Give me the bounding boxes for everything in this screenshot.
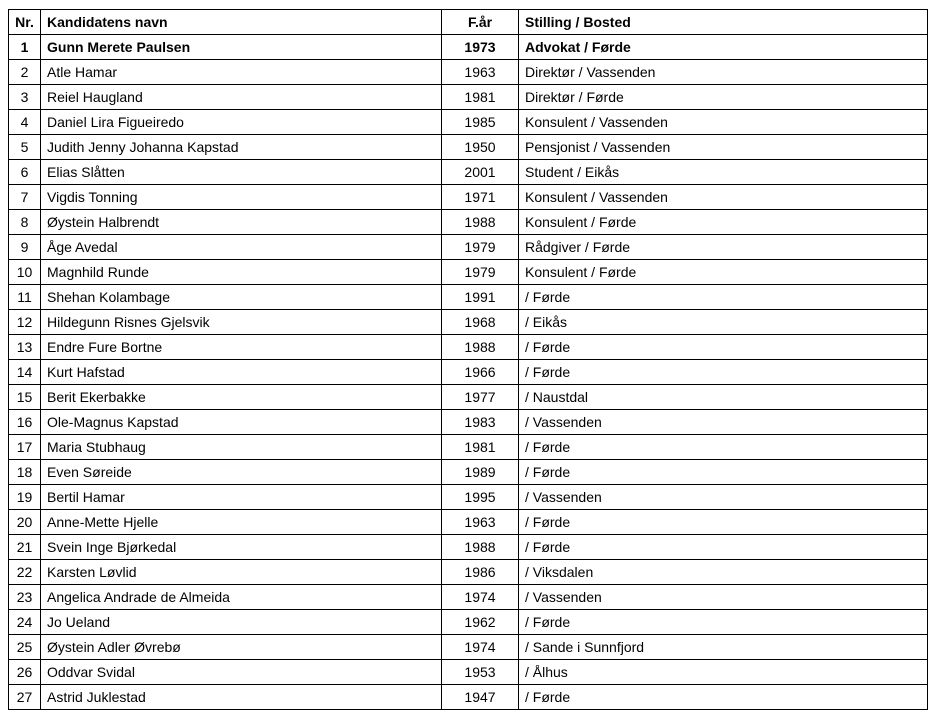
cell-occupation-residence: / Førde	[519, 360, 928, 385]
cell-candidate-name: Gunn Merete Paulsen	[41, 35, 442, 60]
cell-birth-year: 1986	[442, 560, 519, 585]
cell-nr: 3	[9, 85, 41, 110]
table-row	[9, 285, 928, 310]
cell-candidate-name: Jo Ueland	[41, 610, 442, 635]
cell-candidate-name: Øystein Halbrendt	[41, 210, 442, 235]
table-body	[9, 35, 928, 710]
table-row	[9, 585, 928, 610]
cell-occupation-residence: Pensjonist / Vassenden	[519, 135, 928, 160]
table-row	[9, 60, 928, 85]
cell-candidate-name: Ole-Magnus Kapstad	[41, 410, 442, 435]
cell-candidate-name: Karsten Løvlid	[41, 560, 442, 585]
cell-occupation-residence: Konsulent / Førde	[519, 260, 928, 285]
cell-candidate-name: Judith Jenny Johanna Kapstad	[41, 135, 442, 160]
cell-nr: 9	[9, 235, 41, 260]
cell-birth-year: 1950	[442, 135, 519, 160]
cell-candidate-name: Atle Hamar	[41, 60, 442, 85]
table-row	[9, 485, 928, 510]
cell-occupation-residence: / Vassenden	[519, 585, 928, 610]
cell-nr: 6	[9, 160, 41, 185]
cell-nr: 7	[9, 185, 41, 210]
cell-candidate-name: Svein Inge Bjørkedal	[41, 535, 442, 560]
cell-candidate-name: Daniel Lira Figueiredo	[41, 110, 442, 135]
cell-birth-year: 1966	[442, 360, 519, 385]
cell-nr: 14	[9, 360, 41, 385]
cell-candidate-name: Maria Stubhaug	[41, 435, 442, 460]
cell-occupation-residence: / Sande i Sunnfjord	[519, 635, 928, 660]
table-row	[9, 510, 928, 535]
cell-nr: 19	[9, 485, 41, 510]
cell-candidate-name: Kurt Hafstad	[41, 360, 442, 385]
cell-occupation-residence: / Førde	[519, 460, 928, 485]
cell-birth-year: 1977	[442, 385, 519, 410]
cell-birth-year: 1981	[442, 435, 519, 460]
cell-candidate-name: Anne-Mette Hjelle	[41, 510, 442, 535]
table-row	[9, 610, 928, 635]
table-row	[9, 360, 928, 385]
cell-occupation-residence: / Førde	[519, 435, 928, 460]
table-row	[9, 385, 928, 410]
cell-nr: 23	[9, 585, 41, 610]
table-row	[9, 310, 928, 335]
table-row	[9, 635, 928, 660]
cell-candidate-name: Vigdis Tonning	[41, 185, 442, 210]
cell-candidate-name: Shehan Kolambage	[41, 285, 442, 310]
cell-candidate-name: Elias Slåtten	[41, 160, 442, 185]
table-row	[9, 685, 928, 710]
cell-occupation-residence: / Førde	[519, 685, 928, 710]
cell-occupation-residence: Konsulent / Vassenden	[519, 185, 928, 210]
header-name: Kandidatens navn	[41, 10, 442, 35]
cell-birth-year: 1988	[442, 335, 519, 360]
cell-occupation-residence: Konsulent / Vassenden	[519, 110, 928, 135]
cell-nr: 15	[9, 385, 41, 410]
cell-occupation-residence: Rådgiver / Førde	[519, 235, 928, 260]
header-occupation: Stilling / Bosted	[519, 10, 928, 35]
table-row	[9, 85, 928, 110]
table-row	[9, 660, 928, 685]
cell-birth-year: 1971	[442, 185, 519, 210]
cell-occupation-residence: / Eikås	[519, 310, 928, 335]
cell-occupation-residence: / Førde	[519, 335, 928, 360]
table-row	[9, 110, 928, 135]
cell-occupation-residence: Direktør / Førde	[519, 85, 928, 110]
cell-nr: 18	[9, 460, 41, 485]
cell-birth-year: 1973	[442, 35, 519, 60]
candidate-table	[8, 9, 928, 710]
cell-birth-year: 1963	[442, 510, 519, 535]
table-header-row	[9, 10, 928, 35]
table-row	[9, 210, 928, 235]
cell-nr: 10	[9, 260, 41, 285]
cell-nr: 25	[9, 635, 41, 660]
cell-occupation-residence: / Førde	[519, 285, 928, 310]
table-row	[9, 135, 928, 160]
table-row	[9, 235, 928, 260]
cell-candidate-name: Even Søreide	[41, 460, 442, 485]
cell-nr: 17	[9, 435, 41, 460]
cell-candidate-name: Reiel Haugland	[41, 85, 442, 110]
cell-nr: 22	[9, 560, 41, 585]
cell-birth-year: 2001	[442, 160, 519, 185]
cell-candidate-name: Endre Fure Bortne	[41, 335, 442, 360]
cell-occupation-residence: / Naustdal	[519, 385, 928, 410]
cell-birth-year: 1991	[442, 285, 519, 310]
table-row	[9, 410, 928, 435]
cell-birth-year: 1953	[442, 660, 519, 685]
cell-candidate-name: Bertil Hamar	[41, 485, 442, 510]
cell-birth-year: 1962	[442, 610, 519, 635]
cell-birth-year: 1979	[442, 235, 519, 260]
cell-birth-year: 1968	[442, 310, 519, 335]
cell-birth-year: 1989	[442, 460, 519, 485]
table-row	[9, 560, 928, 585]
cell-candidate-name: Astrid Juklestad	[41, 685, 442, 710]
table-row	[9, 460, 928, 485]
cell-occupation-residence: Direktør / Vassenden	[519, 60, 928, 85]
cell-birth-year: 1995	[442, 485, 519, 510]
cell-nr: 21	[9, 535, 41, 560]
cell-occupation-residence: / Førde	[519, 510, 928, 535]
table-row	[9, 260, 928, 285]
cell-birth-year: 1974	[442, 635, 519, 660]
table-row	[9, 435, 928, 460]
cell-birth-year: 1988	[442, 210, 519, 235]
cell-nr: 24	[9, 610, 41, 635]
cell-occupation-residence: / Ålhus	[519, 660, 928, 685]
table-row	[9, 535, 928, 560]
cell-nr: 16	[9, 410, 41, 435]
cell-occupation-residence: Konsulent / Førde	[519, 210, 928, 235]
cell-nr: 13	[9, 335, 41, 360]
cell-birth-year: 1974	[442, 585, 519, 610]
cell-occupation-residence: / Vassenden	[519, 410, 928, 435]
table-row	[9, 35, 928, 60]
cell-candidate-name: Magnhild Runde	[41, 260, 442, 285]
cell-occupation-residence: Student / Eikås	[519, 160, 928, 185]
cell-candidate-name: Oddvar Svidal	[41, 660, 442, 685]
table-row	[9, 160, 928, 185]
cell-nr: 8	[9, 210, 41, 235]
table-row	[9, 335, 928, 360]
cell-candidate-name: Berit Ekerbakke	[41, 385, 442, 410]
cell-birth-year: 1985	[442, 110, 519, 135]
cell-nr: 27	[9, 685, 41, 710]
cell-occupation-residence: / Vassenden	[519, 485, 928, 510]
cell-nr: 12	[9, 310, 41, 335]
cell-birth-year: 1983	[442, 410, 519, 435]
cell-nr: 11	[9, 285, 41, 310]
cell-nr: 4	[9, 110, 41, 135]
cell-birth-year: 1947	[442, 685, 519, 710]
candidate-list-document	[8, 9, 927, 710]
cell-nr: 26	[9, 660, 41, 685]
cell-occupation-residence: Advokat / Førde	[519, 35, 928, 60]
cell-birth-year: 1963	[442, 60, 519, 85]
cell-nr: 20	[9, 510, 41, 535]
cell-candidate-name: Angelica Andrade de Almeida	[41, 585, 442, 610]
cell-occupation-residence: / Førde	[519, 610, 928, 635]
cell-candidate-name: Åge Avedal	[41, 235, 442, 260]
cell-birth-year: 1979	[442, 260, 519, 285]
cell-candidate-name: Øystein Adler Øvrebø	[41, 635, 442, 660]
table-row	[9, 185, 928, 210]
header-nr: Nr.	[9, 10, 41, 35]
cell-nr: 1	[9, 35, 41, 60]
cell-birth-year: 1988	[442, 535, 519, 560]
cell-candidate-name: Hildegunn Risnes Gjelsvik	[41, 310, 442, 335]
cell-occupation-residence: / Viksdalen	[519, 560, 928, 585]
cell-birth-year: 1981	[442, 85, 519, 110]
cell-nr: 5	[9, 135, 41, 160]
cell-nr: 2	[9, 60, 41, 85]
cell-occupation-residence: / Førde	[519, 535, 928, 560]
header-year: F.år	[442, 10, 519, 35]
